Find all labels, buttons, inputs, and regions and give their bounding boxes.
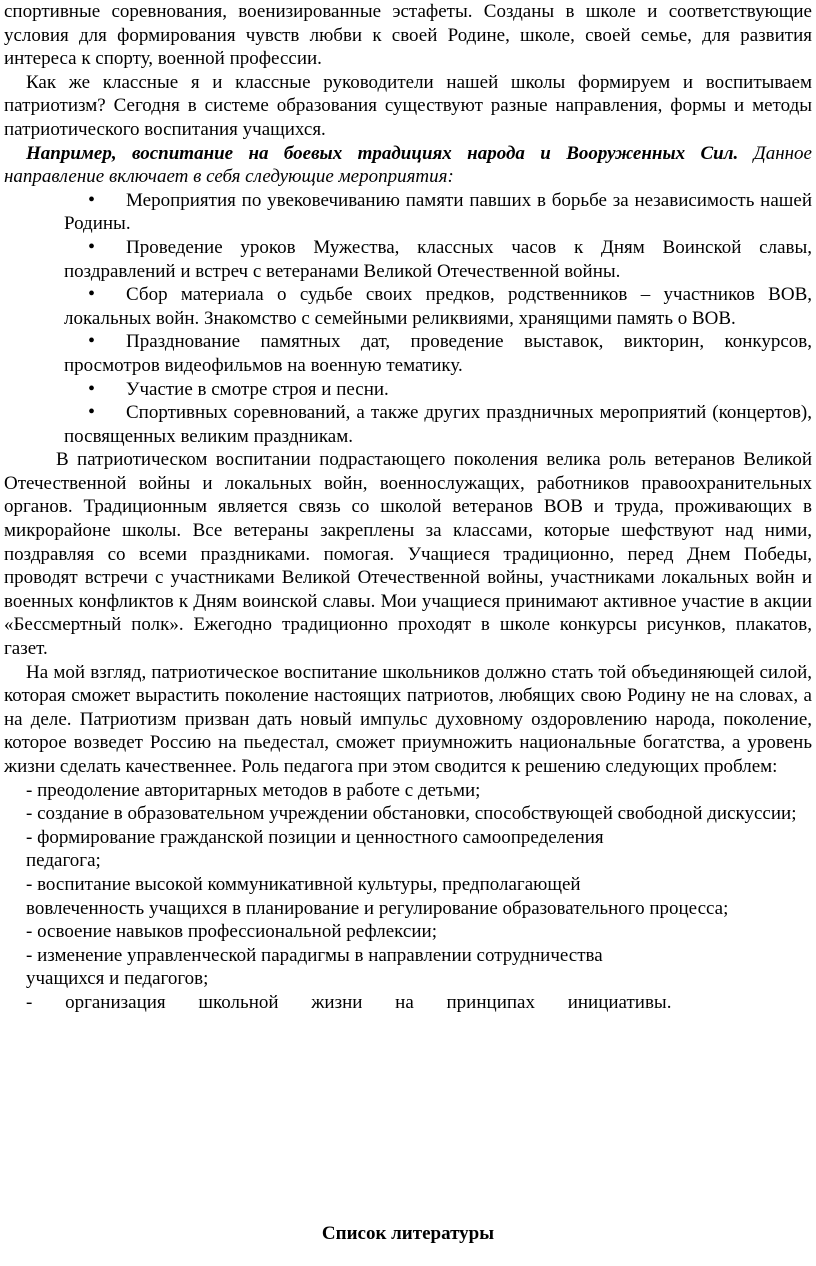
paragraph-intro: спортивные соревнования, военизированные эстафеты. Созданы в школе и соответствующие условия для формирования чувств любви к своей Родине, школе, своей семье, для развития интереса к спорту, военной профессии. (4, 1, 812, 70)
problem-item-continuation: учащихся и педагогов; (26, 968, 209, 990)
problem-item: - организация школьной жизни на принципах инициативы. (26, 991, 672, 1013)
list-item: • Сбор материала о судьбе своих предков, родственников – участников ВОВ, локальных войн. Знакомство с семейными реликвиями, хранящими память о ВОВ. (4, 283, 812, 330)
example-bold-text: Например, воспитание на боевых традициях народа и Вооруженных Сил. (26, 142, 739, 164)
list-item: • Мероприятия по увековечиванию памяти павших в борьбе за независимость нашей Родины. (4, 189, 812, 236)
document-page (4, 0, 812, 1015)
list-item: • Спортивных соревнований, а также других праздничных мероприятий (концертов), посвященных великим праздникам. (4, 401, 812, 448)
problem-item-continuation: вовлеченность учащихся в планирование и регулирование образовательного процесса; (26, 897, 729, 919)
list-item: • Празднование памятных дат, проведение выставок, викторин, конкурсов, просмотров видеофильмов на военную тематику. (4, 330, 812, 377)
references-heading: Список литературы (321, 1223, 495, 1244)
problem-item-continuation: педагога; (26, 850, 101, 872)
paragraph-example (4, 142, 812, 189)
paragraph-opinion: На мой взгляд, патриотическое воспитание школьников должно стать той объединяющей силой, которая сможет вырастить поколение настоящих патриотов, любящих свою Родину не на словах, а на деле. Патриотизм призван дать новый импульс духовному оздоровлению народа, поколение, которое возведет Россию на пьедестал, сможет приумножить национальные богатства, а уровень жизни сделать качественнее. Роль педагога при этом сводится к решению следующих проблем: (4, 661, 812, 777)
problem-item: - изменение управленческой парадигмы в направлении сотрудничества (26, 944, 603, 966)
problem-item: - освоение навыков профессиональной рефлексии; (26, 921, 437, 943)
list-item: • Проведение уроков Мужества, классных часов к Дням Воинской славы, поздравлений и встреч с ветеранами Великой Отечественной войны. (4, 236, 812, 283)
problem-item: - формирование гражданской позиции и ценностного самоопределения (26, 826, 604, 848)
problem-item: - преодоление авторитарных методов в работе с детьми; (26, 779, 481, 801)
paragraph-veterans: В патриотическом воспитании подрастающего поколения велика роль ветеранов Великой Отечественной войны и локальных войн, военнослужащих, работников правоохранительных органов. Традиционным является связь со школой ветеранов ВОВ и труда, проживающих в микрорайоне школы. Все ветераны закреплены за классами, которые шефствуют над ними, поздравляя со всеми праздниками. помогая. Учащиеся традиционно, перед Днем Победы, проводят встречи с участниками Великой Отечественной войны, участниками локальных войн и военных конфликтов к Дням воинской славы. Мои учащиеся принимают активное участие в акции «Бессмертный полк». Ежегодно традиционно проходят в школе конкурсы рисунков, плакатов, газет. (4, 449, 812, 660)
problem-item: - создание в образовательном учреждении обстановки, способствующей свободной дискуссии; (26, 803, 797, 825)
list-item: • Участие в смотре строя и песни. (4, 378, 812, 402)
activities-list (4, 189, 812, 449)
example-italic-text: Данное направление включает в себя следующие мероприятия: (4, 142, 812, 188)
problem-item: - воспитание высокой коммуникативной культуры, предполагающей (26, 873, 581, 895)
paragraph-question: Как же классные я и классные руководители нашей школы формируем и воспитываем патриотизм? Сегодня в системе образования существуют разные направления, формы и методы патриотического воспитания учащихся. (4, 71, 812, 140)
